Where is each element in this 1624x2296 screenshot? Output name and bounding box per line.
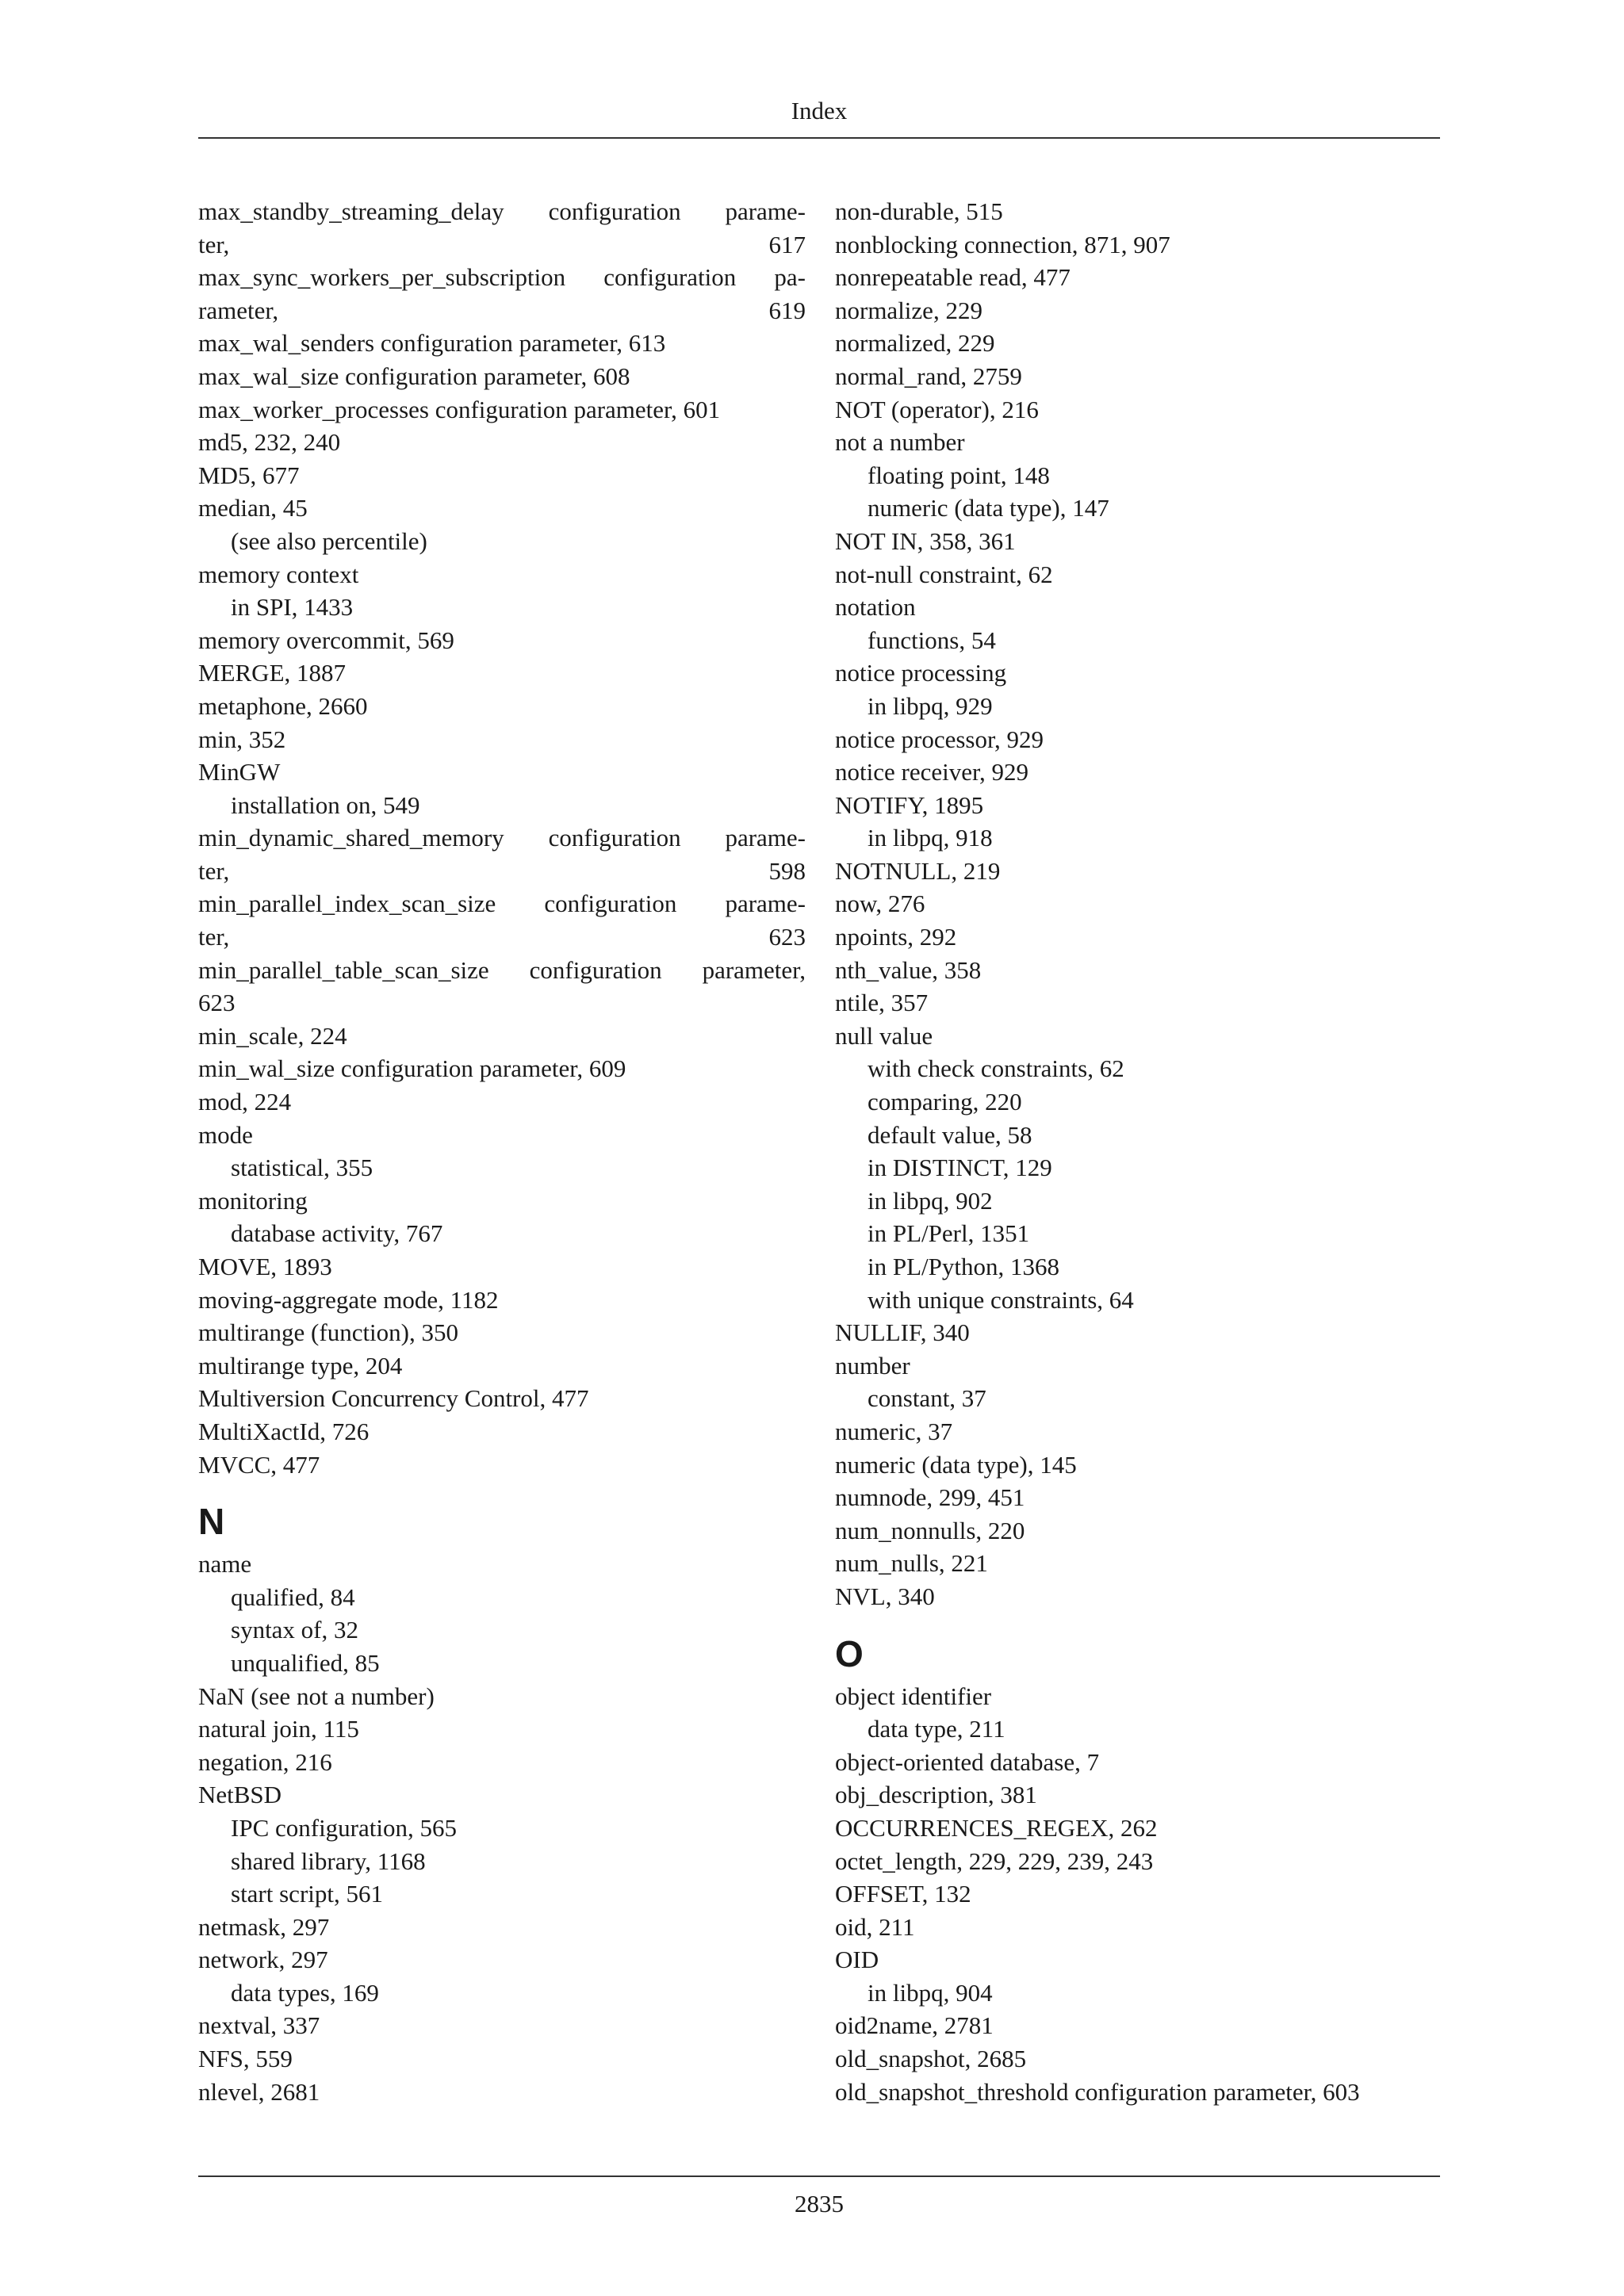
index-entry: min_scale, 224 [198,1021,347,1050]
index-subentry: with check constraints, 62 [868,1054,1124,1083]
index-subentry: IPC configuration, 565 [231,1813,457,1842]
index-subentry: (see also percentile) [231,526,427,555]
index-subentry: statistical, 355 [231,1154,373,1182]
index-subentry: with unique constraints, 64 [868,1285,1134,1314]
index-entry: NaN (see not a number) [198,1682,435,1710]
index-entry: numeric (data type), 145 [835,1450,1077,1479]
index-letter-heading: O [835,1632,864,1674]
index-entry: max_wal_size configuration parameter, 608 [198,362,630,390]
index-entry-line: min_parallel_index_scan_size configuration parame- [198,890,806,918]
index-entry: NetBSD [198,1781,282,1809]
index-entry: MinGW [198,758,281,786]
index-entry-line: min_parallel_table_scan_size configuration parameter, [198,955,806,984]
index-entry [198,954,806,1020]
index-entry: number [835,1351,910,1380]
index-entry: ntile, 357 [835,989,929,1017]
index-subentry: constant, 37 [868,1384,986,1413]
index-entry: min_wal_size configuration parameter, 609 [198,1054,626,1083]
index-entry: null value [835,1021,933,1050]
index-entry: NOT (operator), 216 [835,395,1039,423]
index-entry [198,195,806,261]
index-subentry: floating point, 148 [868,461,1050,489]
index-entry: metaphone, 2660 [198,691,368,720]
index-entry: octet_length, 229, 229, 239, 243 [835,1846,1154,1875]
index-entry: notation [835,593,916,622]
index-entry-continuation: ter, 598 [198,856,806,885]
index-entry: num_nonnulls, 220 [835,1516,1025,1544]
index-entry: obj_description, 381 [835,1781,1037,1809]
index-entry [198,887,806,953]
index-entry-continuation: 623 [198,989,236,1017]
index-entry: npoints, 292 [835,923,957,951]
index-subentry: functions, 54 [868,626,996,654]
index-subentry: installation on, 549 [231,790,420,819]
index-entry: normalized, 229 [835,329,995,358]
index-entry: monitoring [198,1186,308,1215]
index-subentry: in libpq, 918 [868,824,993,852]
index-entry: normalize, 229 [835,296,982,324]
index-subentry: start script, 561 [231,1880,383,1908]
index-entry: NVL, 340 [835,1582,935,1610]
index-entry: max_worker_processes configuration parameter, 601 [198,395,721,423]
index-entry: natural join, 115 [198,1715,359,1743]
index-entry: MD5, 677 [198,461,300,489]
index-entry: nonrepeatable read, 477 [835,263,1071,292]
index-entry: multirange (function), 350 [198,1318,458,1347]
index-entry: negation, 216 [198,1747,332,1776]
index-entry: MERGE, 1887 [198,659,346,687]
index-entry: min, 352 [198,725,286,753]
index-entry: OCCURRENCES_REGEX, 262 [835,1813,1158,1842]
index-subentry: database activity, 767 [231,1219,443,1248]
index-entry-line: min_dynamic_shared_memory configuration parame- [198,824,806,852]
index-entry: numnode, 299, 451 [835,1483,1025,1512]
index-entry: NOTIFY, 1895 [835,790,984,819]
index-entry: median, 45 [198,494,308,522]
index-entry: normal_rand, 2759 [835,362,1022,390]
index-letter-heading: N [198,1501,225,1543]
index-entry: num_nulls, 221 [835,1549,988,1578]
index-subentry: in SPI, 1433 [231,593,354,622]
index-subentry: in PL/Python, 1368 [868,1253,1060,1280]
index-entry: old_snapshot_threshold configuration parameter, 603 [835,2077,1360,2106]
index-subentry: data types, 169 [231,1978,379,2007]
index-entry: notice receiver, 929 [835,758,1029,786]
index-entry: OID [835,1946,879,1974]
index-entry: old_snapshot, 2685 [835,2045,1027,2073]
index-entry: oid, 211 [835,1912,915,1941]
index-entry: md5, 232, 240 [198,428,341,457]
index-entry: notice processing [835,659,1007,687]
index-subentry: in libpq, 904 [868,1978,993,2007]
index-column-right [835,195,1442,2108]
index-entry: network, 297 [198,1946,328,1974]
index-entry: MOVE, 1893 [198,1253,332,1280]
index-subentry: comparing, 220 [868,1088,1022,1116]
index-entry: NFS, 559 [198,2045,293,2073]
index-subentry: default value, 58 [868,1120,1032,1149]
index-entry: name [198,1550,252,1578]
index-entry: object identifier [835,1682,992,1710]
index-subentry: syntax of, 32 [231,1616,359,1644]
index-entry: netmask, 297 [198,1912,330,1941]
index-entry: NOT IN, 358, 361 [835,526,1016,555]
index-entry: moving-aggregate mode, 1182 [198,1285,499,1314]
index-column-left [198,195,806,2108]
index-subentry: unqualified, 85 [231,1648,380,1677]
index-entry: Multiversion Concurrency Control, 477 [198,1384,589,1413]
index-entry: not a number [835,428,965,457]
index-entry: nth_value, 358 [835,955,982,984]
page-number: 2835 [795,2190,844,2218]
index-entry-line: max_standby_streaming_delay configuration parame- [198,197,806,225]
index-entry-line: max_sync_workers_per_subscription configuration pa- [198,263,806,292]
index-entry: nonblocking connection, 871, 907 [835,230,1170,258]
index-subentry: in PL/Perl, 1351 [868,1219,1030,1248]
index-subentry: qualified, 84 [231,1582,355,1611]
index-entry-continuation: ter, 623 [198,923,806,951]
index-entry: mode [198,1120,253,1149]
index-entry: MVCC, 477 [198,1450,320,1479]
index-entry: multirange type, 204 [198,1351,403,1380]
index-entry-continuation: rameter, 619 [198,296,806,324]
index-entry: non-durable, 515 [835,197,1003,225]
header-rule [198,137,1440,139]
index-entry: notice processor, 929 [835,725,1044,753]
index-entry: not-null constraint, 62 [835,560,1053,588]
footer-rule [198,2175,1440,2177]
index-entry: max_wal_senders configuration parameter, 613 [198,329,666,358]
index-subentry: in libpq, 929 [868,691,993,720]
index-subentry: data type, 211 [868,1715,1005,1743]
index-entry: nextval, 337 [198,2011,320,2040]
index-entry: mod, 224 [198,1088,292,1116]
index-entry: OFFSET, 132 [835,1880,971,1908]
index-entry: now, 276 [835,890,925,918]
index-entry: NOTNULL, 219 [835,856,1001,885]
index-entry-continuation: ter, 617 [198,230,806,258]
index-entry: oid2name, 2781 [835,2011,994,2040]
index-subentry: shared library, 1168 [231,1846,426,1875]
index-entry: object-oriented database, 7 [835,1747,1100,1776]
index-entry: MultiXactId, 726 [198,1417,370,1445]
index-subentry: numeric (data type), 147 [868,494,1109,522]
index-entry [198,821,806,887]
index-entry [198,261,806,327]
running-head: Index [791,97,848,124]
index-entry: nlevel, 2681 [198,2077,320,2106]
index-entry: memory overcommit, 569 [198,626,454,654]
index-entry: NULLIF, 340 [835,1318,970,1347]
index-subentry: in DISTINCT, 129 [868,1154,1052,1182]
index-entry: numeric, 37 [835,1417,953,1445]
index-entry: memory context [198,560,359,588]
index-subentry: in libpq, 902 [868,1186,993,1215]
